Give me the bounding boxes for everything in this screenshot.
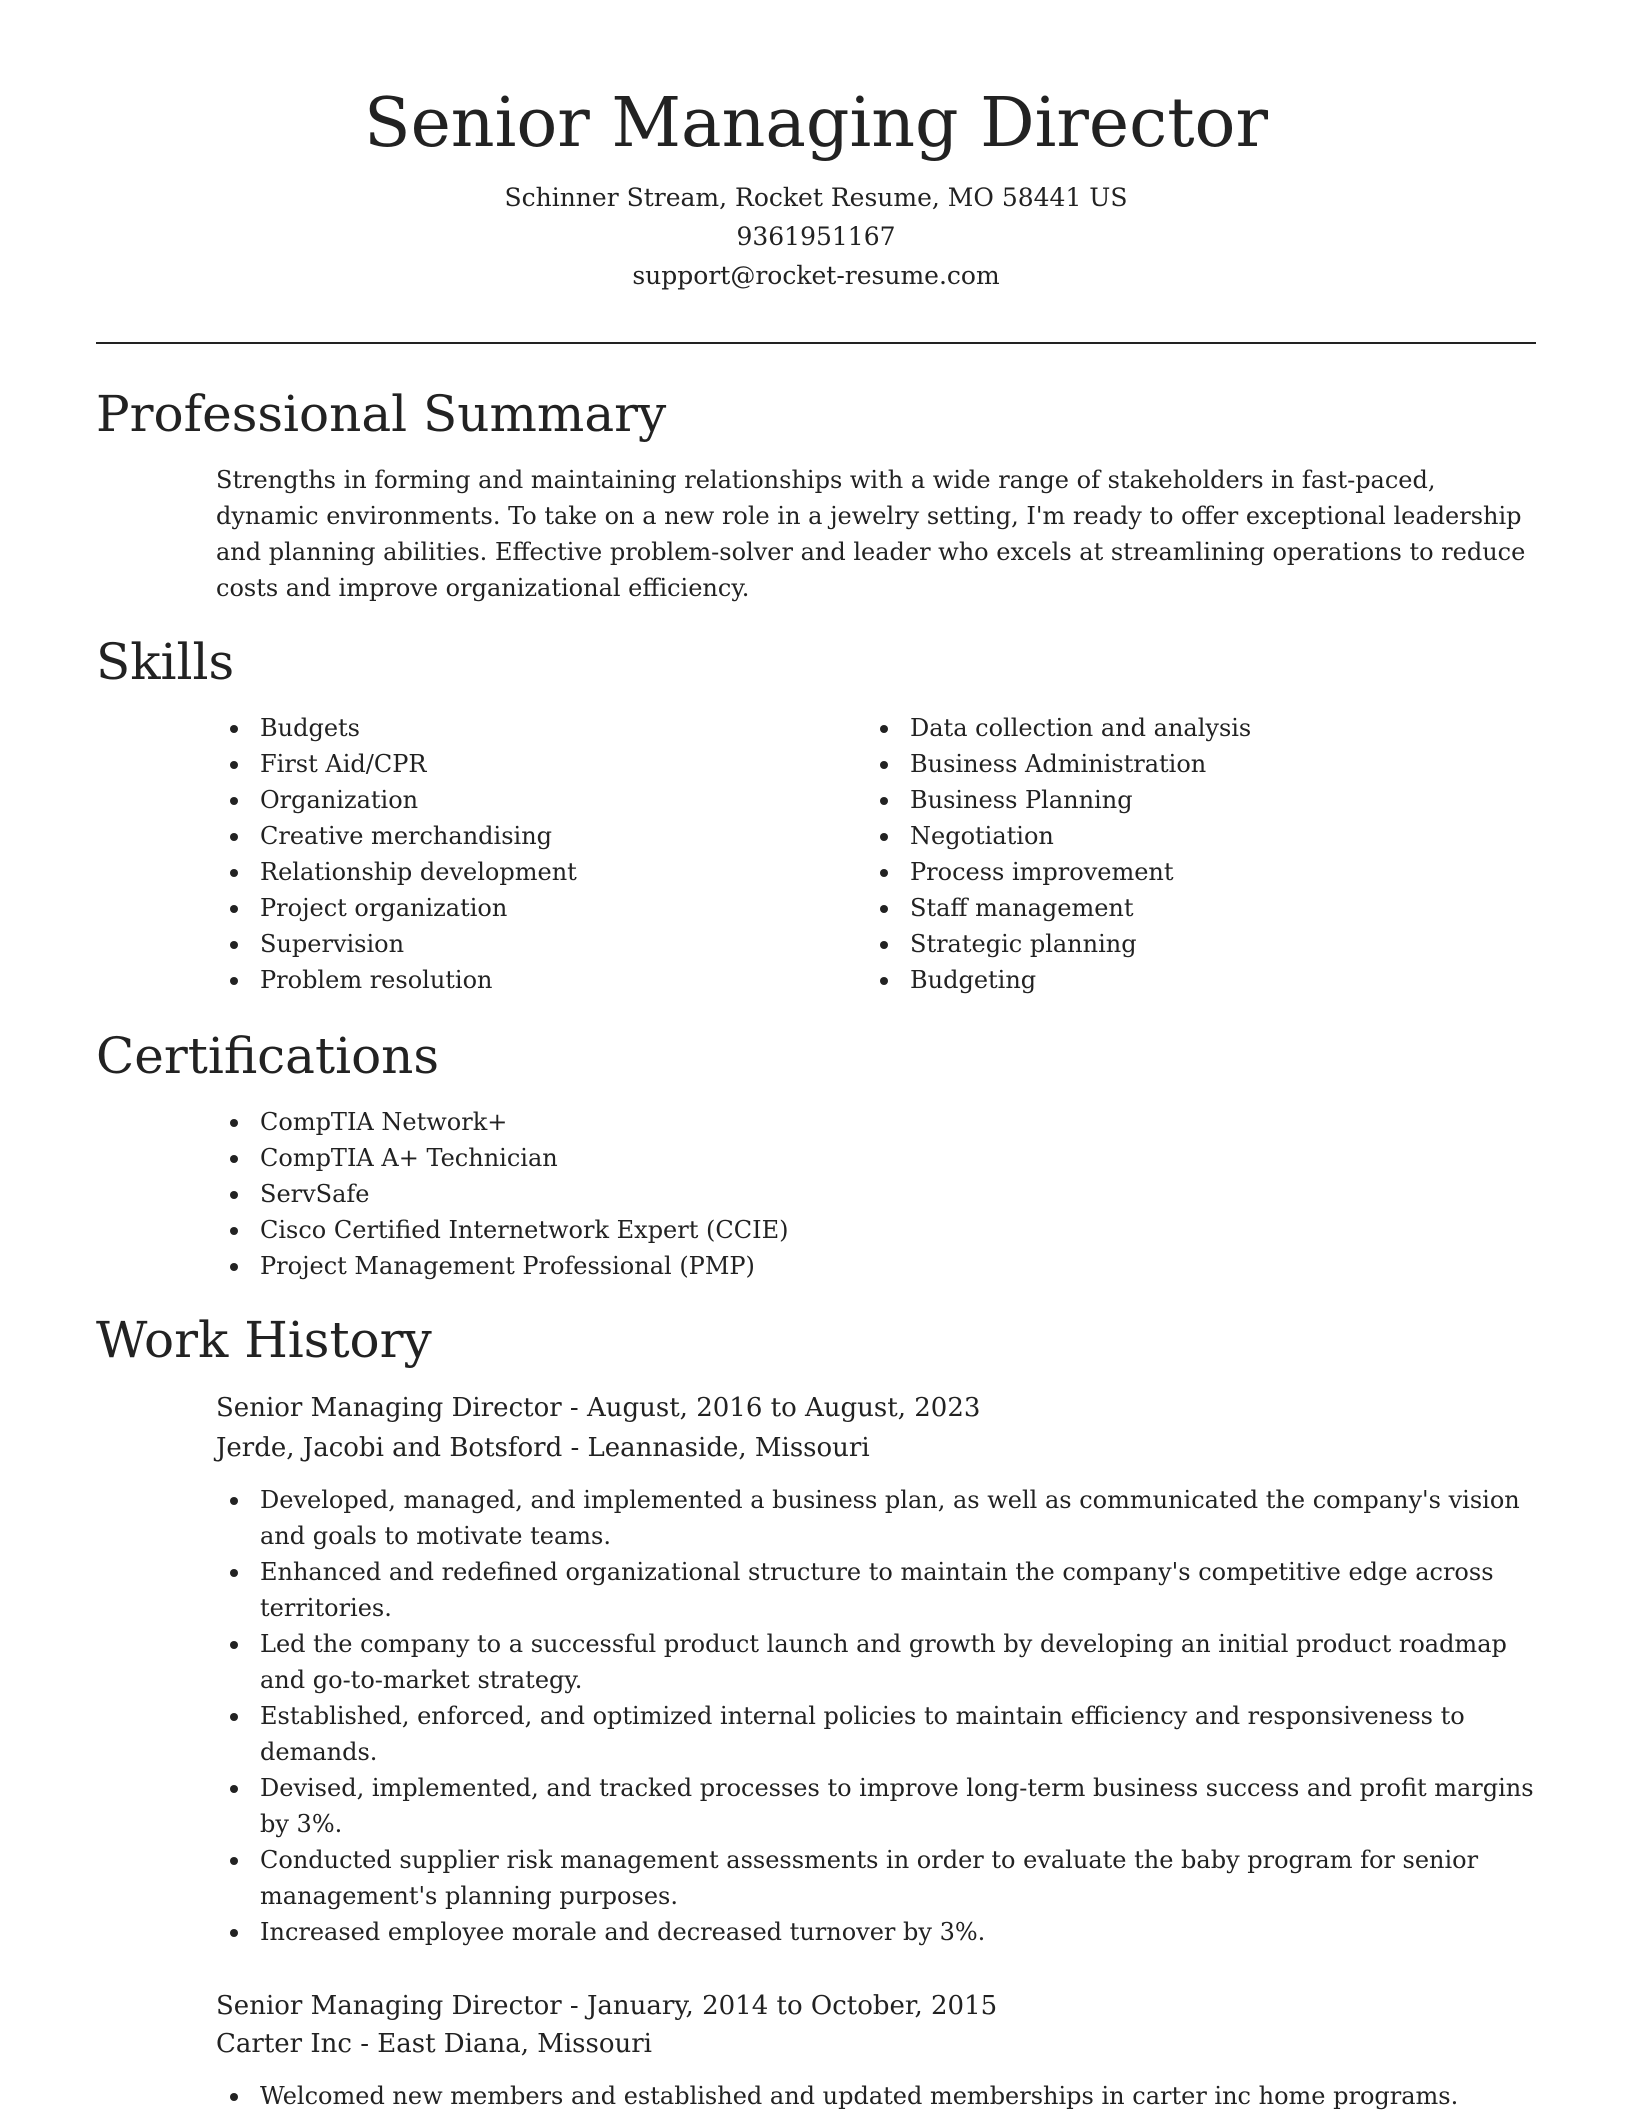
- responsibility-item: Welcomed new members and established and updated memberships in carter inc home programs.: [216, 2078, 1546, 2114]
- skill-item: Business Administration: [866, 746, 1506, 782]
- skill-item: Strategic planning: [866, 926, 1506, 962]
- job-1-role: Senior Managing Director: [216, 1393, 562, 1423]
- responsibility-item: Conducted supplier risk management assessments in order to evaluate the baby program for senior management's planning purposes.: [216, 1842, 1546, 1914]
- job-2-responsibilities: [216, 2078, 1546, 2114]
- skills-list-right: [866, 710, 1506, 998]
- job-1-location: - Leannaside, Missouri: [562, 1433, 870, 1463]
- job-1-company-line: [216, 1428, 870, 1468]
- skill-item: Data collection and analysis: [866, 710, 1506, 746]
- resume-header: [0, 80, 1632, 295]
- skill-item: Staff management: [866, 890, 1506, 926]
- skill-item: Budgets: [216, 710, 836, 746]
- contact-address: Schinner Stream, Rocket Resume, MO 58441 US: [504, 183, 1128, 212]
- job-2-company-line: [216, 2024, 652, 2064]
- work-history-heading: Work History: [96, 1311, 432, 1369]
- job-2-dates: - January, 2014 to October, 2015: [561, 1991, 998, 2021]
- skill-item: Project organization: [216, 890, 836, 926]
- job-2-title-line: [216, 1986, 997, 2026]
- responsibility-item: Devised, implemented, and tracked processes to improve long-term business success and profit margins by 3%.: [216, 1770, 1546, 1842]
- job-1-company: Jerde, Jacobi and Botsford: [216, 1433, 563, 1463]
- skill-item: Problem resolution: [216, 962, 836, 998]
- job-1-title-line: [216, 1388, 980, 1428]
- job-1-responsibilities: [216, 1482, 1546, 1950]
- skill-item: Relationship development: [216, 854, 836, 890]
- responsibility-item: Developed, managed, and implemented a business plan, as well as communicated the company's vision and goals to motivate teams.: [216, 1482, 1546, 1554]
- responsibility-item: Established, enforced, and optimized internal policies to maintain efficiency and responsiveness to demands.: [216, 1698, 1546, 1770]
- certifications-heading: Certifications: [96, 1027, 440, 1085]
- responsibility-item: Enhanced and redefined organizational structure to maintain the company's competitive edge across territories.: [216, 1554, 1546, 1626]
- certification-item: Cisco Certified Internetwork Expert (CCIE): [216, 1212, 1416, 1248]
- summary-text: Strengths in forming and maintaining relationships with a wide range of stakeholders in fast-paced, dynamic environments. To take on a new role in a jewelry setting, I'm ready to offer exceptional leadership and planning abilities. Effective problem-solver and leader who excels at streamlining operations to reduce costs and improve organizational efficiency.: [216, 466, 1526, 602]
- job-2-company: Carter Inc: [216, 2029, 352, 2059]
- skill-item: Organization: [216, 782, 836, 818]
- certification-item: CompTIA Network+: [216, 1104, 1416, 1140]
- certification-item: ServSafe: [216, 1176, 1416, 1212]
- responsibility-item: Increased employee morale and decreased turnover by 3%.: [216, 1914, 1546, 1950]
- job-1-dates: - August, 2016 to August, 2023: [561, 1393, 981, 1423]
- certifications-list: [216, 1104, 1416, 1284]
- skill-item: Creative merchandising: [216, 818, 836, 854]
- skill-item: First Aid/CPR: [216, 746, 836, 782]
- certification-item: CompTIA A+ Technician: [216, 1140, 1416, 1176]
- candidate-name: Senior Managing Director: [363, 84, 1269, 163]
- skill-item: Process improvement: [866, 854, 1506, 890]
- contact-phone: 9361951167: [736, 222, 896, 251]
- skill-item: Supervision: [216, 926, 836, 962]
- skill-item: Budgeting: [866, 962, 1506, 998]
- header-divider: [96, 342, 1536, 344]
- skills-heading: Skills: [96, 633, 235, 691]
- skills-list-left: [216, 710, 836, 998]
- contact-email: support@rocket-resume.com: [632, 261, 1000, 290]
- summary-heading: Professional Summary: [96, 385, 667, 443]
- job-2-role: Senior Managing Director: [216, 1991, 562, 2021]
- responsibility-item: Led the company to a successful product launch and growth by developing an initial product roadmap and go-to-market strategy.: [216, 1626, 1546, 1698]
- job-2-location: - East Diana, Missouri: [351, 2029, 652, 2059]
- skill-item: Business Planning: [866, 782, 1506, 818]
- skill-item: Negotiation: [866, 818, 1506, 854]
- certification-item: Project Management Professional (PMP): [216, 1248, 1416, 1284]
